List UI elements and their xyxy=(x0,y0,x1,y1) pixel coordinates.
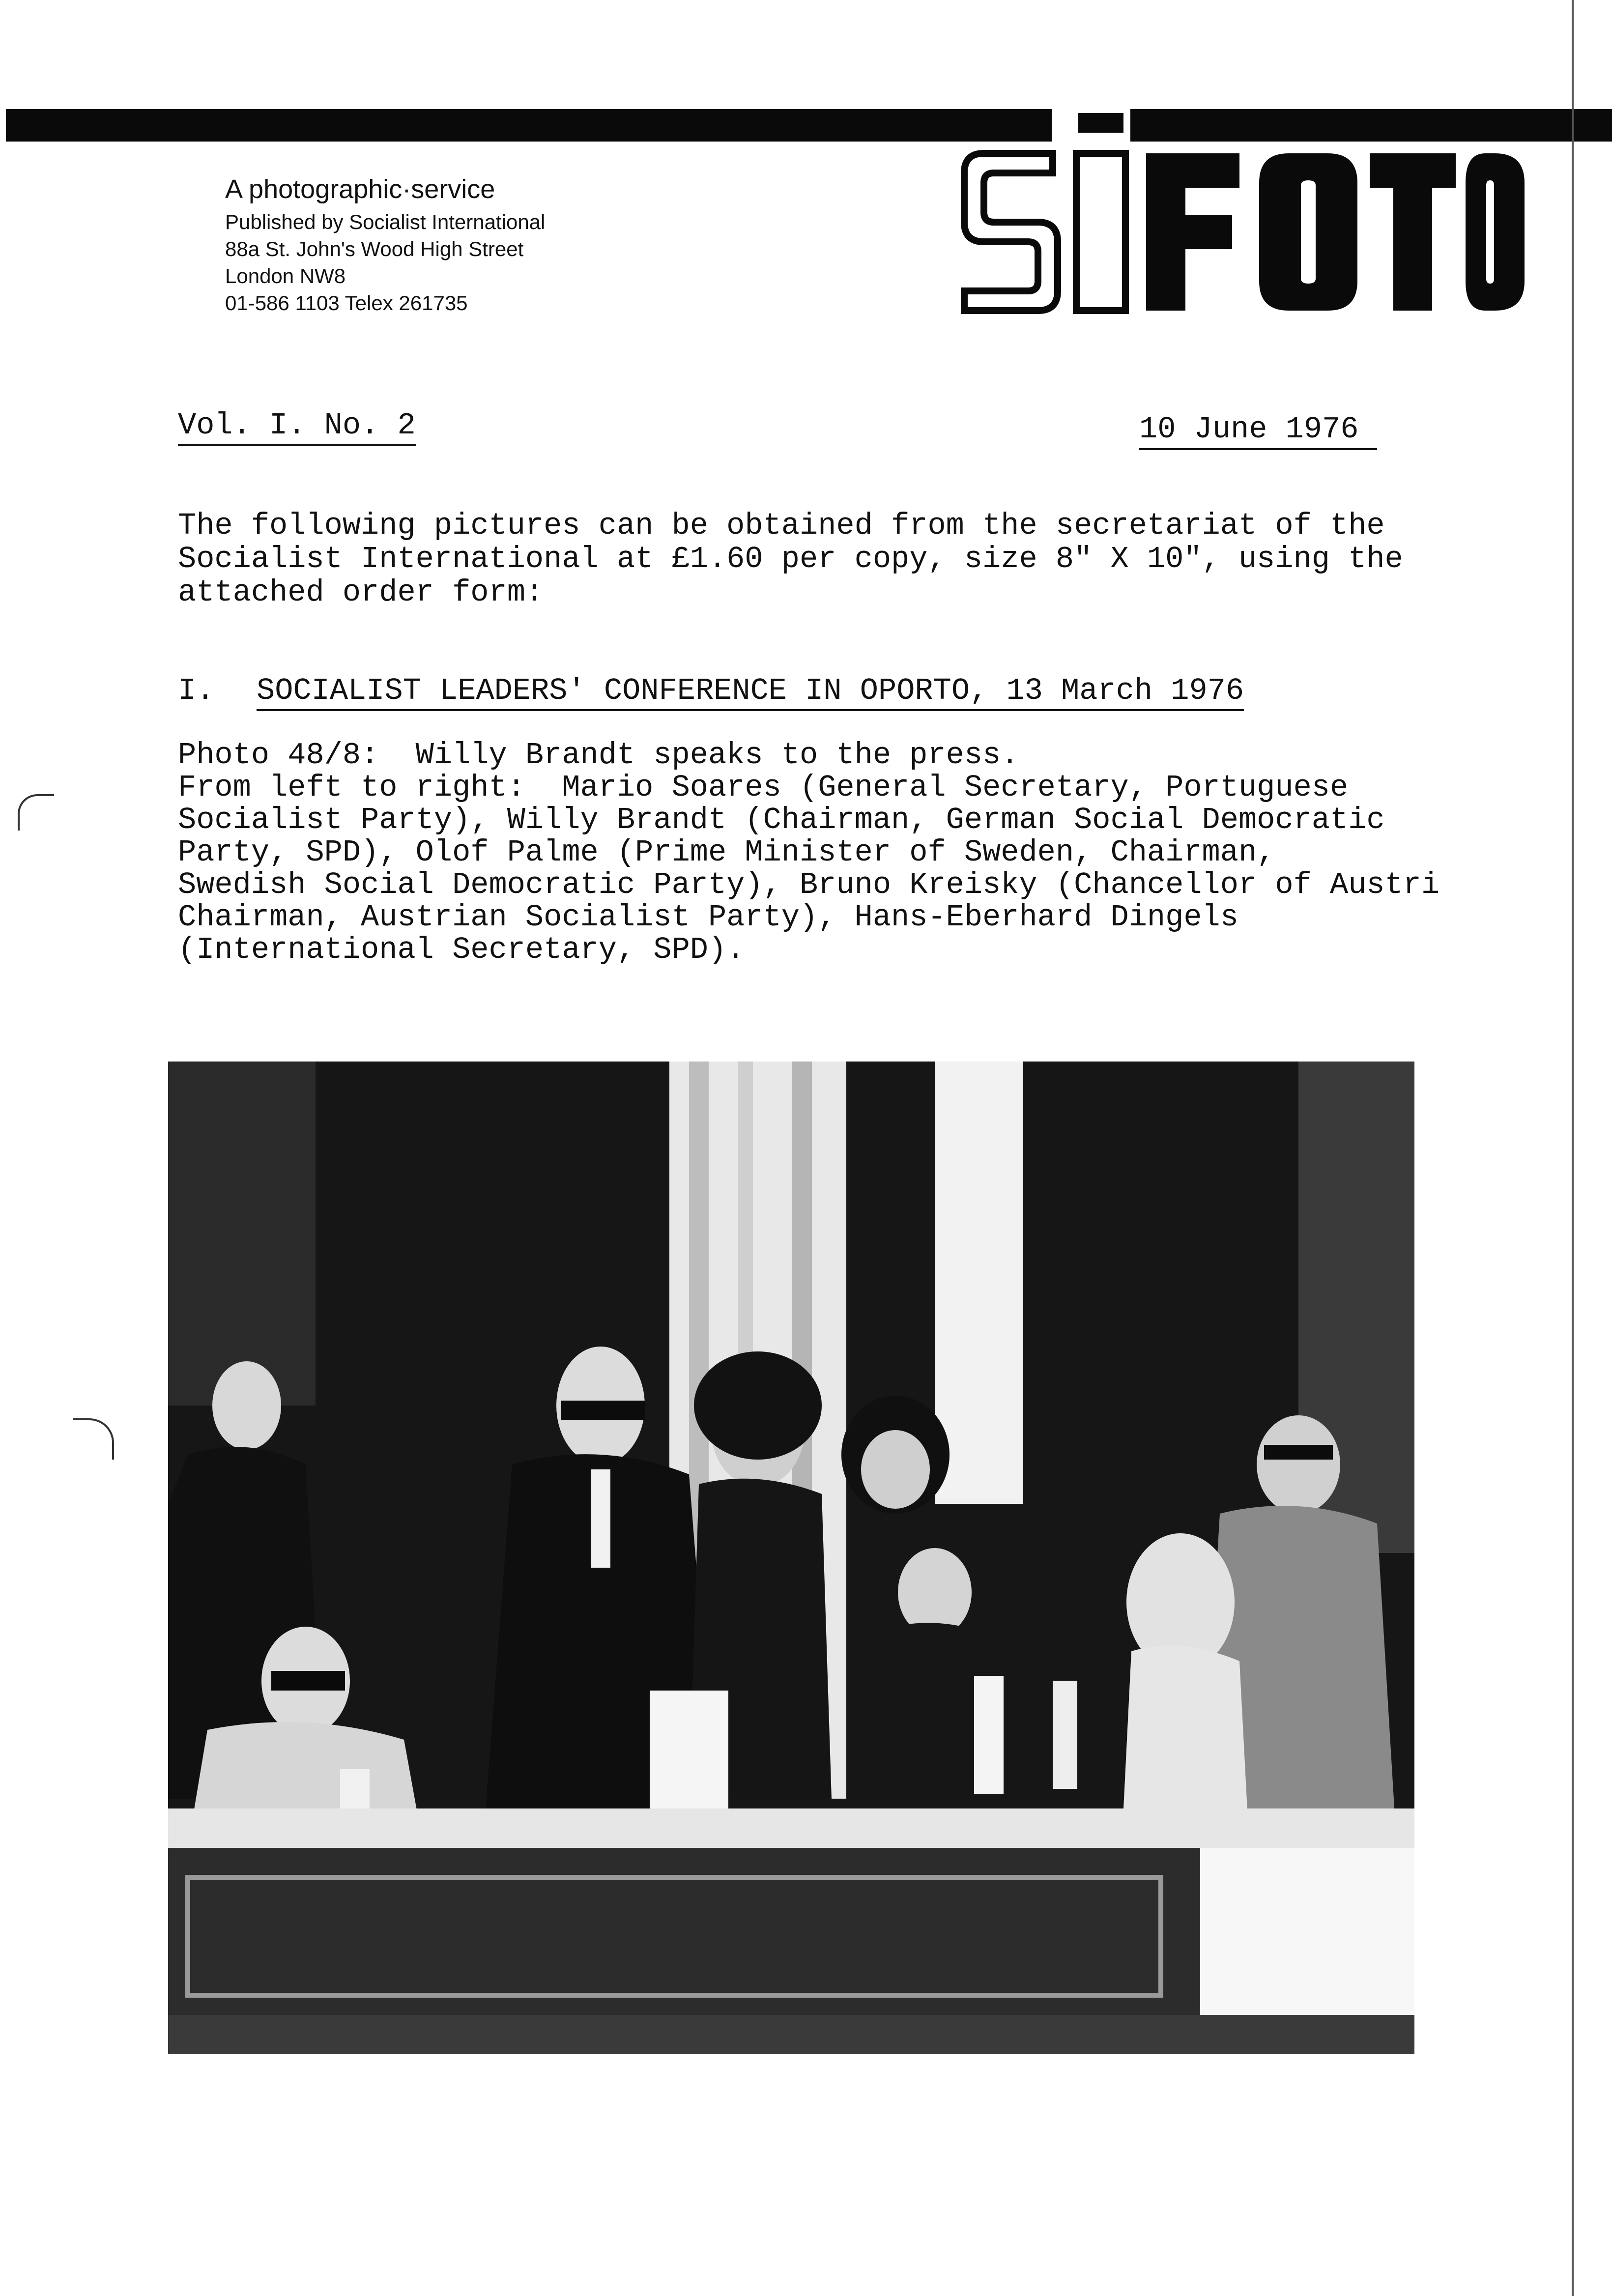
caption-line: From left to right: Mario Soares (General Secretary, Portuguese xyxy=(178,770,1349,805)
publisher-line: Published by Socialist International xyxy=(225,210,546,233)
caption-line: Photo 48/8: Willy Brandt speaks to the press. xyxy=(178,739,1019,773)
volume-number: Vol. I. No. 2 xyxy=(178,408,416,446)
caption-line: Chairman, Austrian Socialist Party), Hans-Eberhard Dingels xyxy=(178,900,1238,935)
margin-mark xyxy=(73,1418,114,1460)
intro-line: attached order form: xyxy=(178,575,544,610)
caption-line: Socialist Party), Willy Brandt (Chairman, German Social Democratic xyxy=(178,803,1385,837)
tagline: A photographic·service xyxy=(225,174,495,204)
sifoto-logo-graphic xyxy=(954,109,1525,320)
intro-paragraph xyxy=(178,509,1554,609)
intro-line: The following pictures can be obtained from the secretariat of the xyxy=(178,508,1385,543)
section-title: SOCIALIST LEADERS' CONFERENCE IN OPORTO, 13 March 1976 xyxy=(257,673,1244,711)
issue-date: 10 June 1976 xyxy=(1139,412,1377,450)
intro-line: Socialist International at £1.60 per copy, size 8" X 10", using the xyxy=(178,542,1403,576)
caption-line: Swedish Social Democratic Party), Bruno Kreisky (Chancellor of Austri xyxy=(178,867,1440,902)
publisher-block xyxy=(225,173,717,316)
header-rule-left xyxy=(6,109,1052,142)
phone-line: 01-586 1103 Telex 261735 xyxy=(225,291,468,315)
photo-caption xyxy=(178,739,1569,966)
city-line: London NW8 xyxy=(225,264,346,287)
margin-mark xyxy=(18,794,54,831)
address-line: 88a St. John's Wood High Street xyxy=(225,237,524,260)
caption-line: (International Secretary, SPD). xyxy=(178,932,745,966)
caption-line: Party, SPD), Olof Palme (Prime Minister of Sweden, Chairman, xyxy=(178,835,1275,870)
press-conference-photo xyxy=(168,1062,1414,2054)
page-edge-rule xyxy=(1572,0,1574,2296)
press-conference-photo-graphic xyxy=(168,1062,1414,2054)
section-heading xyxy=(178,673,1244,709)
sifoto-logo xyxy=(954,109,1525,320)
section-number: I. xyxy=(178,673,215,708)
